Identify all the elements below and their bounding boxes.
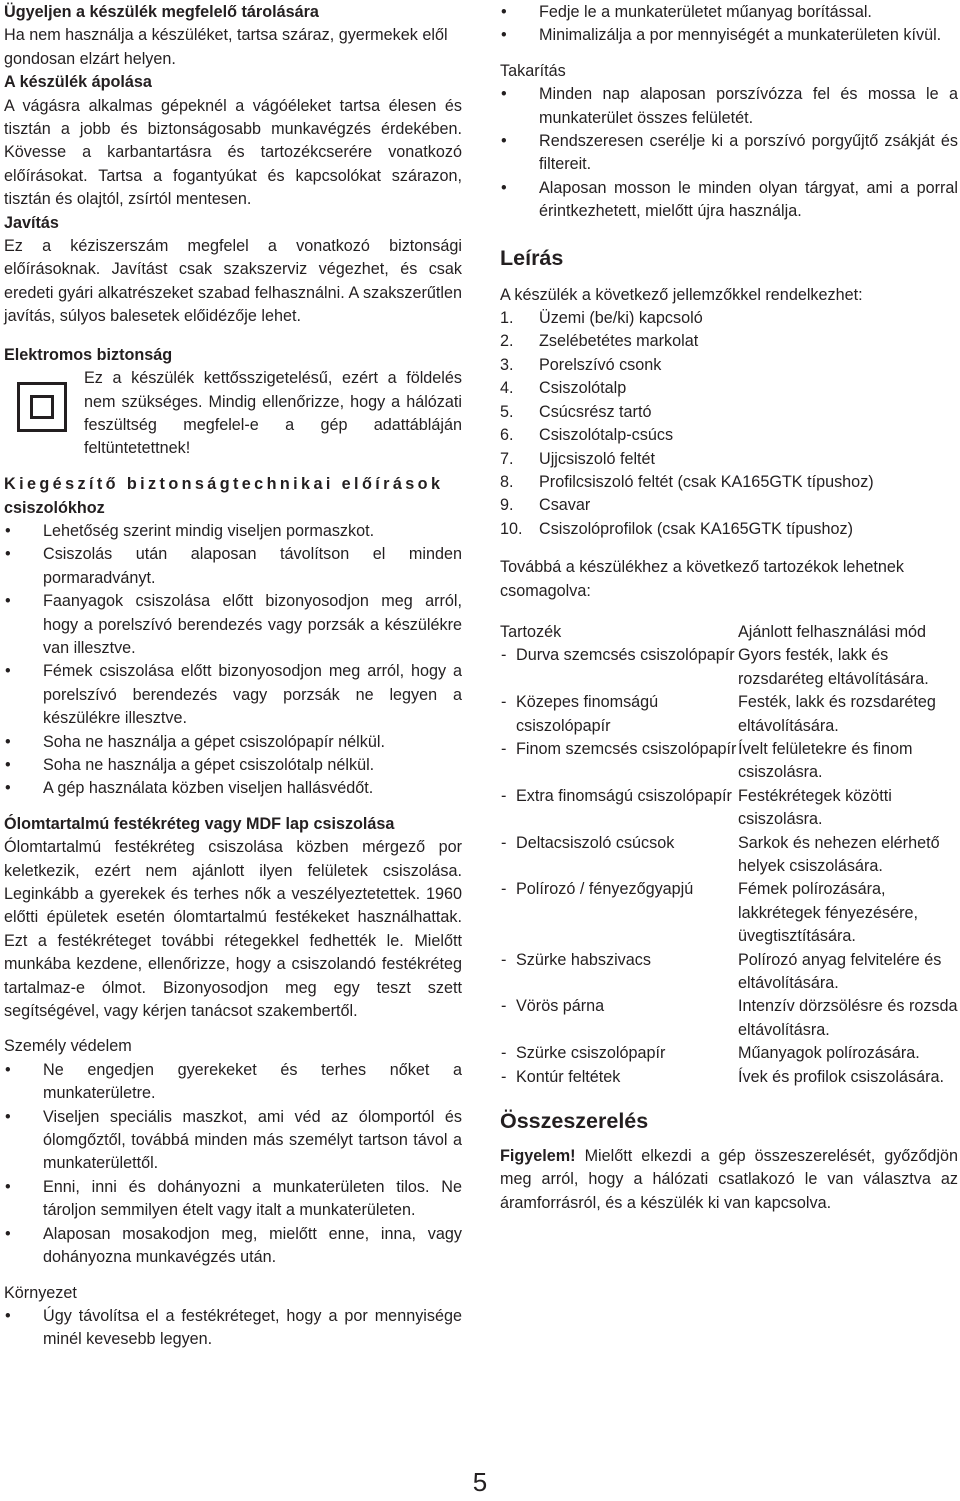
list-item: • Csiszolás után alaposan távolítson el minden pormaradványt. [4,543,462,590]
list-item: • Ne engedjen gyerekeket és terhes nőket a munkaterületre. [4,1059,462,1106]
electrical-section [4,344,462,461]
list-item [500,448,958,471]
item-number: 1. [500,309,514,328]
list-item [500,424,958,447]
table-row [500,878,958,948]
accessory-name: - Szürke csiszolópapír [500,1042,738,1065]
assembly-text [500,1145,958,1215]
lead-section [4,813,462,1024]
cleaning-list [500,83,958,223]
accessory-name: - Szürke habszivacs [500,949,738,996]
repair-title: Javítás [4,213,59,232]
list-item: • Viseljen speciális maszkot, ami véd az ólomportól és ólomgőztől, továbbá minden más személyt tartson távol a munkaterülettől. [4,1106,462,1176]
description-title: Leírás [500,245,564,270]
item-number: 3. [500,355,514,374]
environment-list [4,1305,462,1352]
list-item [500,330,958,353]
double-insulation-icon [17,382,67,432]
accessories-intro: Továbbá a készülékhez a következő tartozékok lehetnek csomagolva: [500,558,905,600]
table-row [500,949,958,996]
accessories-table [500,621,958,1089]
list-item: • Soha ne használja a gépet csiszolópapír nélkül. [4,731,462,754]
accessory-name: - Finom szemcsés csiszolópapír [500,738,738,785]
table-row [500,1042,958,1065]
left-column [4,1,462,1352]
item-text: Csiszolótalp-csúcs [539,426,674,445]
item-number: 10. [500,519,523,538]
environment-list-continued [500,1,958,48]
assembly-title: Összeszerelés [500,1109,649,1134]
item-text: Zselébetétes markolat [539,332,699,351]
extra-safety-section [4,473,462,801]
list-item [500,401,958,424]
list-item: • Úgy távolítsa el a festékréteget, hogy a por mennyisége minél kevesebb legyen. [4,1305,462,1352]
parts-list [500,307,958,541]
accessory-use: Fémek polírozására, lakkrétegek fényezésére, üvegtisztítására. [738,880,918,946]
item-text: Profilcsiszoló feltét (csak KA165GTK típushoz) [539,472,874,491]
page-number: 5 [472,1467,488,1497]
table-row [500,1066,958,1089]
table-row [500,995,958,1042]
extra-safety-title: Kiegészítő biztonságtechnikai előírások [4,475,444,494]
accessory-name: - Deltacsiszoló csúcsok [500,832,738,879]
table-row [500,785,958,832]
right-column [500,1,958,1215]
table-header [500,621,958,644]
item-text: Csúcsrész tartó [539,402,652,421]
list-item: • Fedje le a munkaterületet műanyag borítással. [500,1,958,24]
accessory-use: Ívelt felületekre és finom csiszolásra. [738,739,913,782]
list-item [500,307,958,330]
personal-section [4,1035,462,1269]
list-item: • Soha ne használja a gépet csiszolótalp nélkül. [4,754,462,777]
table-row [500,738,958,785]
list-item: • Minimalizálja a por mennyiségét a munkaterületen kívül. [500,24,958,47]
description-intro: A készülék a következő jellemzőkkel rendelkezhet: [500,285,863,304]
accessory-use: Festékrétegek közötti csiszolásra. [738,786,892,829]
care-section [4,71,462,211]
column-header-use: Ajánlott felhasználási mód [738,622,927,641]
table-row [500,832,958,879]
description-section [500,244,958,603]
item-number: 6. [500,426,514,445]
item-text: Csiszolótalp [539,379,627,398]
list-item [500,471,958,494]
care-text: A vágásra alkalmas gépeknél a vágóéleket tartsa élesen és tisztán a jobb és biztonságosabb munkavégzés érdekében. Kövesse a karbantartásra és tartozékcserére vonatkozó előírásokat. Tartsa a fogantyúkat és kapcsolókat szárazon, tisztán és olajtól, zsírtól mentesen. [4,96,462,209]
list-item: • A gép használata közben viseljen hallásvédőt. [4,777,462,800]
repair-text: Ez a kéziszerszám megfelel a vonatkozó biztonsági előírásoknak. Javítást csak szakszerviz végezhet, és csak eredeti gyári alkatrészeket szabad felhasználni. A szakszerűtlen javítás, súlyos balesetek előidézője lehet. [4,237,462,326]
column-header-accessory: Tartozék [500,622,562,641]
accessory-use: Műanyagok polírozására. [738,1044,920,1063]
list-item: • Faanyagok csiszolása előtt bizonyosodjon meg arról, hogy a porelszívó berendezés vagy porzsák a készülékre van illesztve. [4,590,462,660]
item-number: 5. [500,402,514,421]
list-item: • Fémek csiszolása előtt bizonyosodjon meg arról, hogy a porelszívó berendezés vagy porzsák ne legyen a készülékre illesztve. [4,660,462,730]
lead-text: Ólomtartalmú festékréteg csiszolása közben mérgező por keletkezik, ezért nem ajánlott ilyen felületek csiszolása. Leginkább a gyerekek és terhes nők a veszélyeztetettek. 1960 előtti épületek esetén ólomtartalmú festékeket használhattak. Ezt a festékréteget további rétegekkel fedhették le. Mielőtt munkába kezdene, ellenőrizze, hogy a csiszolandó festékréteg tartalmaz-e ólmot. Bizonyosodjon meg egy teszt szett segítségével, vagy kérjen tanácsot szakembertől. [4,838,462,1021]
accessory-name: - Közepes finomságú csiszolópapír [500,691,738,738]
storage-title: Ügyeljen a készülék megfelelő tárolására [4,3,319,21]
accessory-name: - Extra finomságú csiszolópapír [500,785,738,832]
accessory-use: Sarkok és nehezen elérhető helyek csiszolására. [738,833,940,875]
personal-list [4,1059,462,1270]
list-item [500,377,958,400]
item-number: 2. [500,332,514,351]
warning-label: Figyelem! [500,1147,576,1166]
assembly-section [500,1107,958,1215]
electrical-body [4,367,462,461]
environment-title: Környezet [4,1283,77,1302]
accessory-use: Polírozó anyag felvitelére és eltávolítására. [738,950,942,993]
list-item: • Minden nap alaposan porszívózza fel és mossa le a munkaterület összes felületét. [500,83,958,130]
item-text: Ujjcsiszoló feltét [539,449,656,468]
accessory-use: Gyors festék, lakk és rozsdaréteg eltávolítására. [738,646,929,688]
extra-safety-title-2: csiszolókhoz [4,498,105,517]
electrical-text: Ez a készülék kettősszigetelésű, ezért a földelés nem szükséges. Mindig ellenőrizze, hogy a hálózati feszültség megfelel-e a gép adattábláján feltüntetettnek! [84,369,462,458]
repair-section [4,212,462,329]
list-item [500,354,958,377]
item-text: Csavar [539,496,591,515]
accessory-use: Festék, lakk és rozsdaréteg eltávolítására. [738,693,936,735]
item-text: Üzemi (be/ki) kapcsoló [539,309,703,328]
item-text: Porelszívó csonk [539,355,662,374]
storage-text: Ha nem használja a készüléket, tartsa száraz, gyermekek elől gondosan elzárt helyen. [4,26,448,68]
cleaning-section [500,60,958,224]
accessory-use: Ívek és profilok csiszolására. [738,1067,945,1086]
item-text: Csiszolóprofilok (csak KA165GTK típushoz) [539,519,853,538]
item-number: 9. [500,496,514,515]
personal-title: Személy védelem [4,1037,132,1056]
list-item [500,494,958,517]
accessory-name: - Durva szemcsés csiszolópapír [500,644,738,691]
accessory-name: - Vörös párna [500,995,738,1042]
item-number: 4. [500,379,514,398]
care-title: A készülék ápolása [4,73,152,92]
accessory-name: - Kontúr feltétek [500,1066,738,1089]
storage-section [4,1,462,71]
table-row [500,691,958,738]
table-row [500,644,958,691]
list-item [500,518,958,541]
lead-title: Ólomtartalmú festékréteg vagy MDF lap csiszolása [4,814,395,833]
item-number: 8. [500,472,514,491]
list-item: • Rendszeresen cserélje ki a porszívó porgyűjtő zsákját és filtereit. [500,130,958,177]
accessory-use: Intenzív dörzsölésre és rozsda eltávolításra. [738,997,958,1039]
list-item: • Enni, inni és dohányozni a munkaterületen tilos. Ne tároljon semmilyen ételt vagy italt a munkaterületen. [4,1176,462,1223]
accessory-name: - Polírozó / fényezőgyapjú [500,878,738,948]
item-number: 7. [500,449,514,468]
list-item: • Lehetőség szerint mindig viseljen pormaszkot. [4,520,462,543]
electrical-title: Elektromos biztonság [4,345,173,364]
warning-text: Mielőtt elkezdi a gép összeszerelését, győződjön meg arról, hogy a hálózati csatlakozó le van választva az áramforrásról, és a készülék ki van kapcsolva. [500,1147,958,1212]
extra-safety-list [4,520,462,801]
list-item: • Alaposan mosson le minden olyan tárgyat, ami a porral érintkezhetett, mielőtt újra használja. [500,177,958,224]
list-item: • Alaposan mosakodjon meg, mielőtt enne, inna, vagy dohányozna munkavégzés után. [4,1223,462,1270]
cleaning-title: Takarítás [500,61,566,80]
environment-section [4,1282,462,1352]
